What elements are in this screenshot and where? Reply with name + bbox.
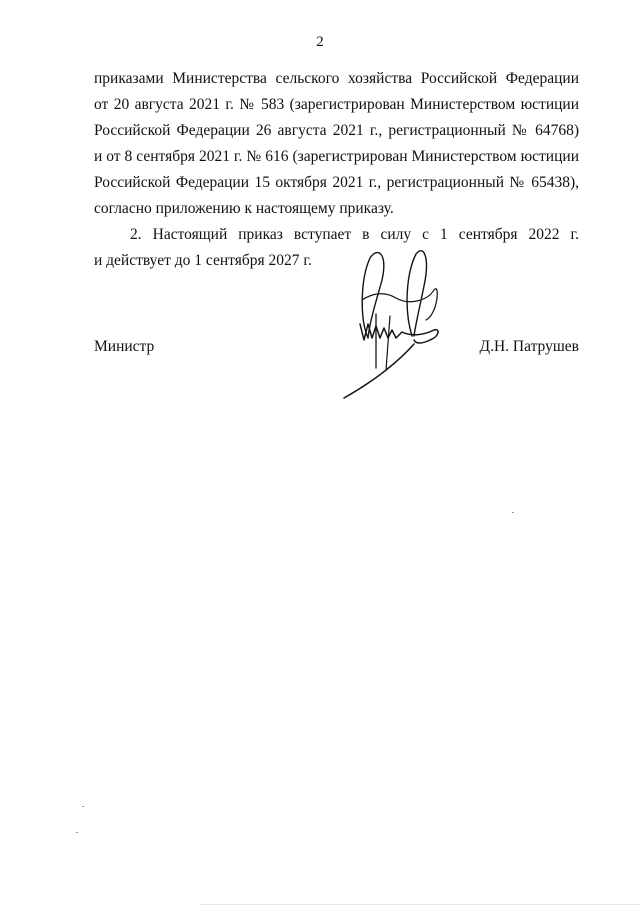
handwritten-signature [330,240,450,410]
scan-speck [512,512,514,513]
text-line: приказами Министерства сельского хозяйства Российской Федерации [94,70,579,87]
paragraph-amendment-sources [94,66,579,222]
scan-speck [82,806,84,807]
text-line: 2. Настоящий приказ вступает в силу с 1 сентября 2022 г. [130,226,579,243]
scan-speck [76,832,78,833]
signatory-title: Министр [94,338,155,355]
text-line: Российской Федерации 26 августа 2021 г., регистрационный № 64768) [94,122,579,139]
text-line: и от 8 сентября 2021 г. № 616 (зарегистрирован Министерством юстиции [94,148,579,165]
page-number: 2 [316,34,324,50]
text-line: согласно приложению к настоящему приказу. [94,200,394,217]
text-line: от 20 августа 2021 г. № 583 (зарегистрирован Министерством юстиции [94,96,579,113]
signatory-name: Д.Н. Патрушев [479,338,579,355]
text-line: Российской Федерации 15 октября 2021 г., регистрационный № 65438), [94,174,579,191]
text-line: и действует до 1 сентября 2027 г. [94,252,312,269]
